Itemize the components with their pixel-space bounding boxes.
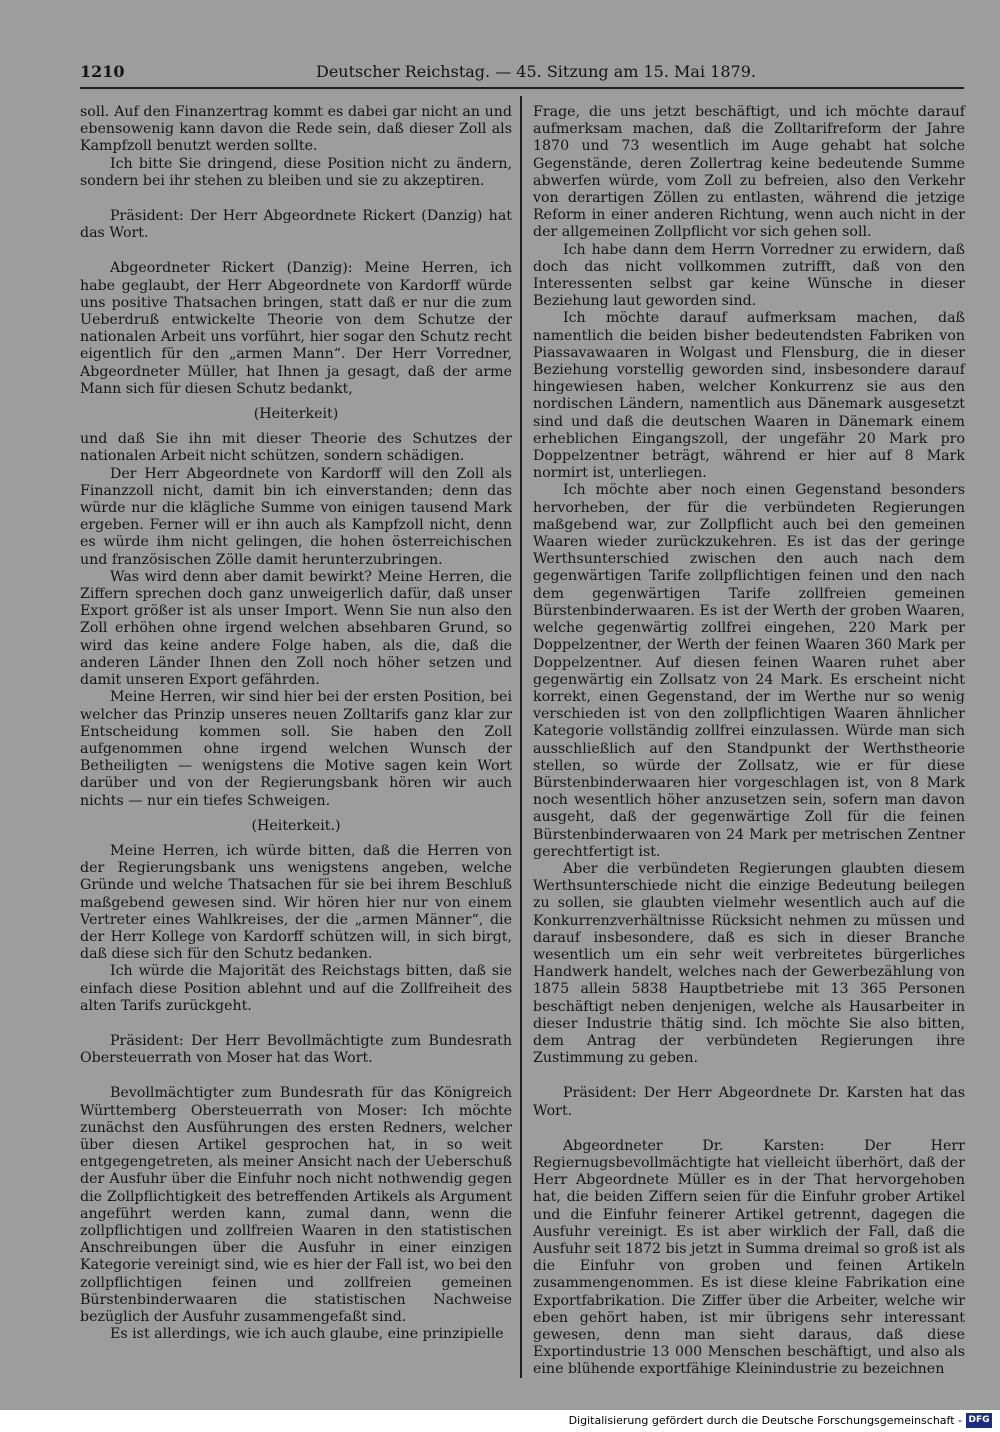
paragraph: Abgeordneter Rickert (Danzig): Meine Herren, ich habe geglaubt, der Herr Abgeordnete von Kardorff würde uns positive Thatsachen bringen, statt daß er nur die zum Ueberdruß entwickelte Theorie von dem Schutze der nationalen Arbeit uns vorführt, hier sogar den Schutz recht eigentlich für den „armen Mann“. Der Herr Vorredner, Abgeordneter Müller, hat Ihnen ja gesagt, daß der arme Mann sich für diesen Schutz bedankt,	[80, 260, 512, 397]
paragraph: Präsident: Der Herr Bevollmächtigte zum Bundesrath Obersteuerrath von Moser hat das Wort.	[80, 1032, 512, 1067]
paragraph: Es ist allerdings, wie ich auch glaube, eine prinzipielle	[110, 1326, 504, 1343]
paragraph: Ich möchte aber noch einen Gegenstand besonders hervorheben, der für die verbündeten Regierungen maßgebend war, zur Zollpflicht auch bei den gemeinen Waaren wieder zurückzukehren. Es ist das der geringe Werthsunterschied zwischen den auch nach dem gegenwärtigen Tarife zollpflichtigen feinen und den nach dem gegenwärtigen Tarife zollfreien gemeinen Bürstenbinderwaaren. Es ist der Werth der groben Waaren, welche gegenwärtig zollfrei eingehen, 220 Mark per Doppelzentner, der Werth der feinen Waaren 360 Mark per Doppelzentner. Auf diesen feinen Waaren ruhet aber gegenwärtig ein Zollsatz von 24 Mark. Es erscheint nicht korrekt, einen Gegenstand, der im Werthe nur so wenig verschieden ist von den zollpflichtigen Waaren ähnlicher Kategorie vollständig zollfrei einzulassen. Würde man sich ausschließlich auf den Standpunkt der Werthstheorie stellen, so würde der Zollsatz, wie er für diese Bürstenbinderwaaren hier vorgeschlagen ist, von 8 Mark noch wesentlich höher anzusetzen sein, sofern man davon ausgeht, daß der gegenwärtige Zoll für die feinen Bürstenbinderwaaren von 24 Mark per metrischen Zentner gerechtfertigt ist.	[533, 482, 965, 860]
paragraph: (Heiterkeit)	[253, 406, 339, 423]
paragraph: Der Herr Abgeordnete von Kardorff will den Zoll als Finanzzoll nicht, damit bin ich einverstanden; denn das würde nur die klägliche Summe von einigen tausend Mark ergeben. Ferner will er ihn auch als Kampfzoll nicht, denn es würde ihm nicht gelingen, die hohen österreichischen und französischen Zölle damit herunterzubringen.	[80, 465, 512, 568]
left-column	[80, 104, 512, 1343]
paragraph: Was wird denn aber damit bewirkt? Meine Herren, die Ziffern sprechen doch ganz unweigerlich dafür, daß unser Export größer ist als unser Import. Wenn Sie nun also den Zoll erhöhen ohne irgend welchen absehbaren Grund, so wird das keine andere Folge haben, als die, daß die anderen Länder Ihnen den Zoll noch höher setzen und damit unseren Export gefährden.	[80, 568, 512, 689]
page-header	[80, 62, 756, 86]
dfg-logo: DFG	[966, 1413, 992, 1428]
paragraph: Aber die verbündeten Regierungen glaubten diesem Werthsunterschiede nicht die einzige Bedeutung beilegen zu sollen, sie glaubten vielmehr wesentlich auch auf die Konkurrenzverhältnisse Rücksicht nehmen zu müssen und darauf insbesondere, daß es sich in dieser Branche wesentlich um ein sehr weit verbreitetes bürgerliches Handwerk handelt, welches nach der Gewerbezählung von 1875 allein 5838 Hauptbetriebe mit 13 365 Personen beschäftigt neben denjenigen, welche als Hausarbeiter in dieser Industrie thätig sind. Ich möchte Sie also bitten, dem Antrag der verbündeten Regierungen ihre Zustimmung zu geben.	[533, 860, 965, 1067]
paragraph: (Heiterkeit.)	[251, 817, 341, 834]
paragraph: Ich habe dann dem Herrn Vorredner zu erwidern, daß doch das nicht vollkommen zutrifft, daß von den Interessenten selbst gar keine Wünsche in dieser Beziehung laut geworden sind.	[533, 241, 965, 310]
page-number: 1210	[80, 62, 125, 81]
paragraph: Frage, die uns jetzt beschäftigt, und ich möchte darauf aufmerksam machen, daß die Zolltarifreform der Jahre 1870 und 73 wesentlich im Auge gehabt hat solche Gegenstände, deren Zollertrag keine bedeutende Summe abwerfen würde, vom Zoll zu befreien, also den Verkehr von derartigen Zöllen zu entlasten, während die jetzige Reform in einer anderen Richtung, wenn auch nicht in der der allgemeinen Zollpflicht vor sich gehen soll.	[533, 104, 965, 241]
paragraph: Ich bitte Sie dringend, diese Position nicht zu ändern, sondern bei ihr stehen zu bleiben und sie zu akzeptiren.	[80, 155, 512, 189]
paragraph: Präsident: Der Herr Abgeordnete Dr. Karsten hat das Wort.	[533, 1085, 965, 1119]
right-column	[533, 104, 965, 1379]
paragraph: Präsident: Der Herr Abgeordnete Rickert (Danzig) hat das Wort.	[80, 208, 512, 242]
paragraph: soll. Auf den Finanzertrag kommt es dabei gar nicht an und ebensowenig kann davon die Rede sein, daß dieser Zoll als Kampfzoll benutzt werden sollte.	[80, 104, 512, 155]
footer-bar	[0, 1410, 1000, 1432]
paragraph: Bevollmächtigter zum Bundesrath für das Königreich Württemberg Obersteuerrath von Moser: Ich möchte zunächst den Ausführungen des ersten Redners, welcher über diesen Artikel gesprochen hat, in so weit entgegengetreten, als meiner Ansicht nach der Ueberschuß der Ausfuhr über die Einfuhr noch nicht nothwendig gegen die Zollpflichtigkeit des betreffenden Artikels als Argument angeführt werden kann, zumal dann, wenn die zollpflichtigen und zollfreien Waaren in den statistischen Anschreibungen über die Ausfuhr in einer einzigen Kategorie vereinigt sind, wie es hier der Fall ist, wo bei den zollpflichtigen feinen und zollfreien gemeinen Bürstenbinderwaaren die statistischen Nachweise bezüglich der Ausfuhr zusammengefaßt sind.	[80, 1085, 512, 1325]
paragraph: Meine Herren, wir sind hier bei der ersten Position, bei welcher das Prinzip unseres neuen Zolltarifs ganz klar zur Entscheidung kommen soll. Sie haben den Zoll aufgenommen ohne irgend welchen Wunsch der Betheiligten — wenigstens die Motive sagen kein Wort darüber und von der Regierungsbank hören wir auch nichts — nur ein tiefes Schweigen.	[80, 689, 512, 809]
paragraph: Ich möchte darauf aufmerksam machen, daß namentlich die beiden bisher bedeutendsten Fabriken von Piassavawaaren in Wolgast und Flensburg, die in dieser Beziehung vorstellig geworden sind, insbesondere darauf hingewiesen haben, welcher Konkurrenz sie aus den nordischen Ländern, namentlich aus Dänemark ausgesetzt sind und daß die deutschen Waaren in Dänemark einem erheblichen Eingangszoll, der ungefähr 20 Mark pro Doppelzentner beträgt, während er hier auf 8 Mark normirt ist, unterliegen.	[533, 310, 965, 482]
paragraph: Ich würde die Majorität des Reichstags bitten, daß sie einfach diese Position ablehnt und auf die Zollfreiheit des alten Tarifs zurückgeht.	[80, 963, 512, 1014]
paragraph: Abgeordneter Dr. Karsten: Der Herr Regiernugsbevollmächtigte hat vielleicht überhört, daß der Herr Abgeordnete Müller es in der That hervorgehoben hat, die beiden Ziffern seien für die Einfuhr grober Artikel und die Einfuhr feinerer Artikel getrennt, dagegen die Ausfuhr vereinigt. Es ist aber wirklich der Fall, daß die Ausfuhr seit 1872 bis jetzt in Summa dreimal so groß ist als die Einfuhr von groben und feinen Artikeln zusammengenommen. Es ist diese kleine Fabrikation eine Exportfabrikation. Die Ziffer über die Arbeiter, welche wir eben gehört haben, ist mir übrigens sehr interessant gewesen, denn man sieht daraus, daß diese Exportindustrie 13 000 Menschen beschäftigt, und also als eine blühende exportfähige Kleinindustrie zu bezeichnen	[533, 1137, 965, 1378]
funding-notice: Digitalisierung gefördert durch die Deutsche Forschungsgemeinschaft -	[568, 1414, 962, 1427]
paragraph: Meine Herren, ich würde bitten, daß die Herren von der Regierungsbank uns wenigstens angeben, welche Gründe und welche Thatsachen für sie bei ihrem Beschluß maßgebend gewesen sind. Wir hören hier nur von einem Vertreter eines Wahlkreises, der die „armen Männer“, die der Herr Kollege von Kardorff schützen will, in sich birgt, daß diese sich für den Schutz bedanken.	[80, 842, 512, 963]
paragraph: und daß Sie ihn mit dieser Theorie des Schutzes der nationalen Arbeit nicht schützen, sondern schädigen.	[80, 431, 512, 465]
header-rule	[80, 87, 964, 89]
column-divider	[520, 96, 522, 1378]
running-title: Deutscher Reichstag. — 45. Sitzung am 15. Mai 1879.	[316, 62, 756, 81]
